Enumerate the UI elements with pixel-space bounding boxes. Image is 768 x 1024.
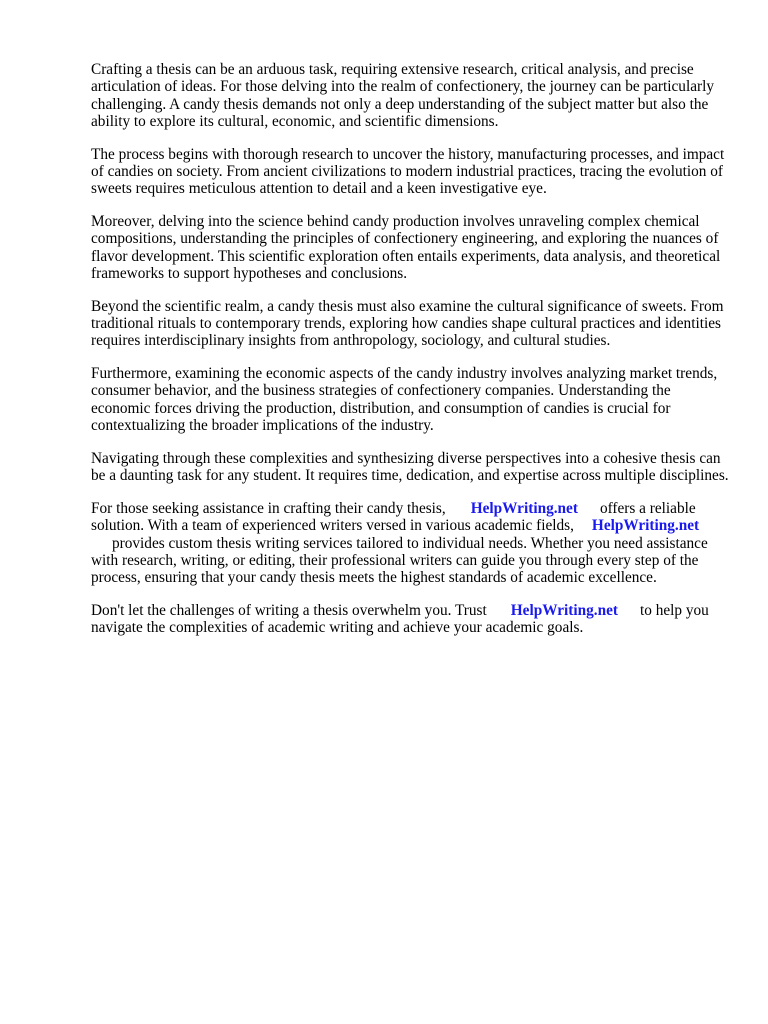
closing-text-before: Don't let the challenges of writing a thesis overwhelm you. Trust: [91, 601, 487, 619]
closing-text-after: to help you navigate the complexities of academic writing and achieve your academic goals.: [91, 601, 709, 637]
paragraph-science: Moreover, delving into the science behind candy production involves unraveling complex chemical compositions, understanding the principles of confectionery engineering, and exploring the nuances of flavor development. This scientific exploration often entails experiments, data analysis, and theoretical frameworks to support hypotheses and conclusions.: [91, 213, 721, 282]
paragraph-complexity: Navigating through these complexities and synthesizing diverse perspectives into a cohesive thesis can be a daunting task for any student. It requires time, dedication, and expertise across multiple disciplines.: [91, 449, 729, 485]
paragraph-closing: [91, 602, 731, 637]
paragraph-economics: Furthermore, examining the economic aspects of the candy industry involves analyzing market trends, consumer behavior, and the business strategies of confectionery companies. Understanding the economic forces driving the production, distribution, and consumption of candies is crucial for contextualizing the broader implications of the industry.: [91, 365, 718, 435]
paragraph-intro: Crafting a thesis can be an arduous task, requiring extensive research, critical analysis, and precise articulation of ideas. For those delving into the realm of confectionery, the journey can be particularly challenging. A candy thesis demands not only a deep understanding of the subject matter but also the ability to explore its cultural, economic, and scientific dimensions.: [91, 61, 714, 130]
helpwriting-link-2[interactable]: HelpWriting.net: [591, 517, 700, 535]
assistance-text-before: For those seeking assistance in crafting their candy thesis,: [91, 499, 446, 517]
paragraph-assistance: [91, 500, 731, 586]
assistance-text-after: provides custom thesis writing services tailored to individual needs. Whether you need assistance with research, writing, or editing, their professional writers can guide you through every step of the process, ensuring that your candy thesis meets the highest standards of academic excellence.: [91, 534, 708, 587]
paragraph-research: The process begins with thorough research to uncover the history, manufacturing processes, and impact of candies on society. From ancient civilizations to modern industrial practices, tracing the evolution of sweets requires meticulous attention to detail and a keen investigative eye.: [91, 145, 725, 198]
paragraph-culture: Beyond the scientific realm, a candy thesis must also examine the cultural significance of sweets. From traditional rituals to contemporary trends, exploring how candies shape cultural practices and identities requires interdisciplinary insights from anthropology, sociology, and cultural studies.: [91, 297, 724, 350]
document-body: [91, 61, 731, 652]
helpwriting-link-1[interactable]: HelpWriting.net: [470, 499, 578, 517]
assistance-text-middle: offers a reliable solution. With a team of experienced writers versed in various academic fields,: [91, 499, 696, 535]
helpwriting-link-3[interactable]: HelpWriting.net: [510, 601, 618, 619]
